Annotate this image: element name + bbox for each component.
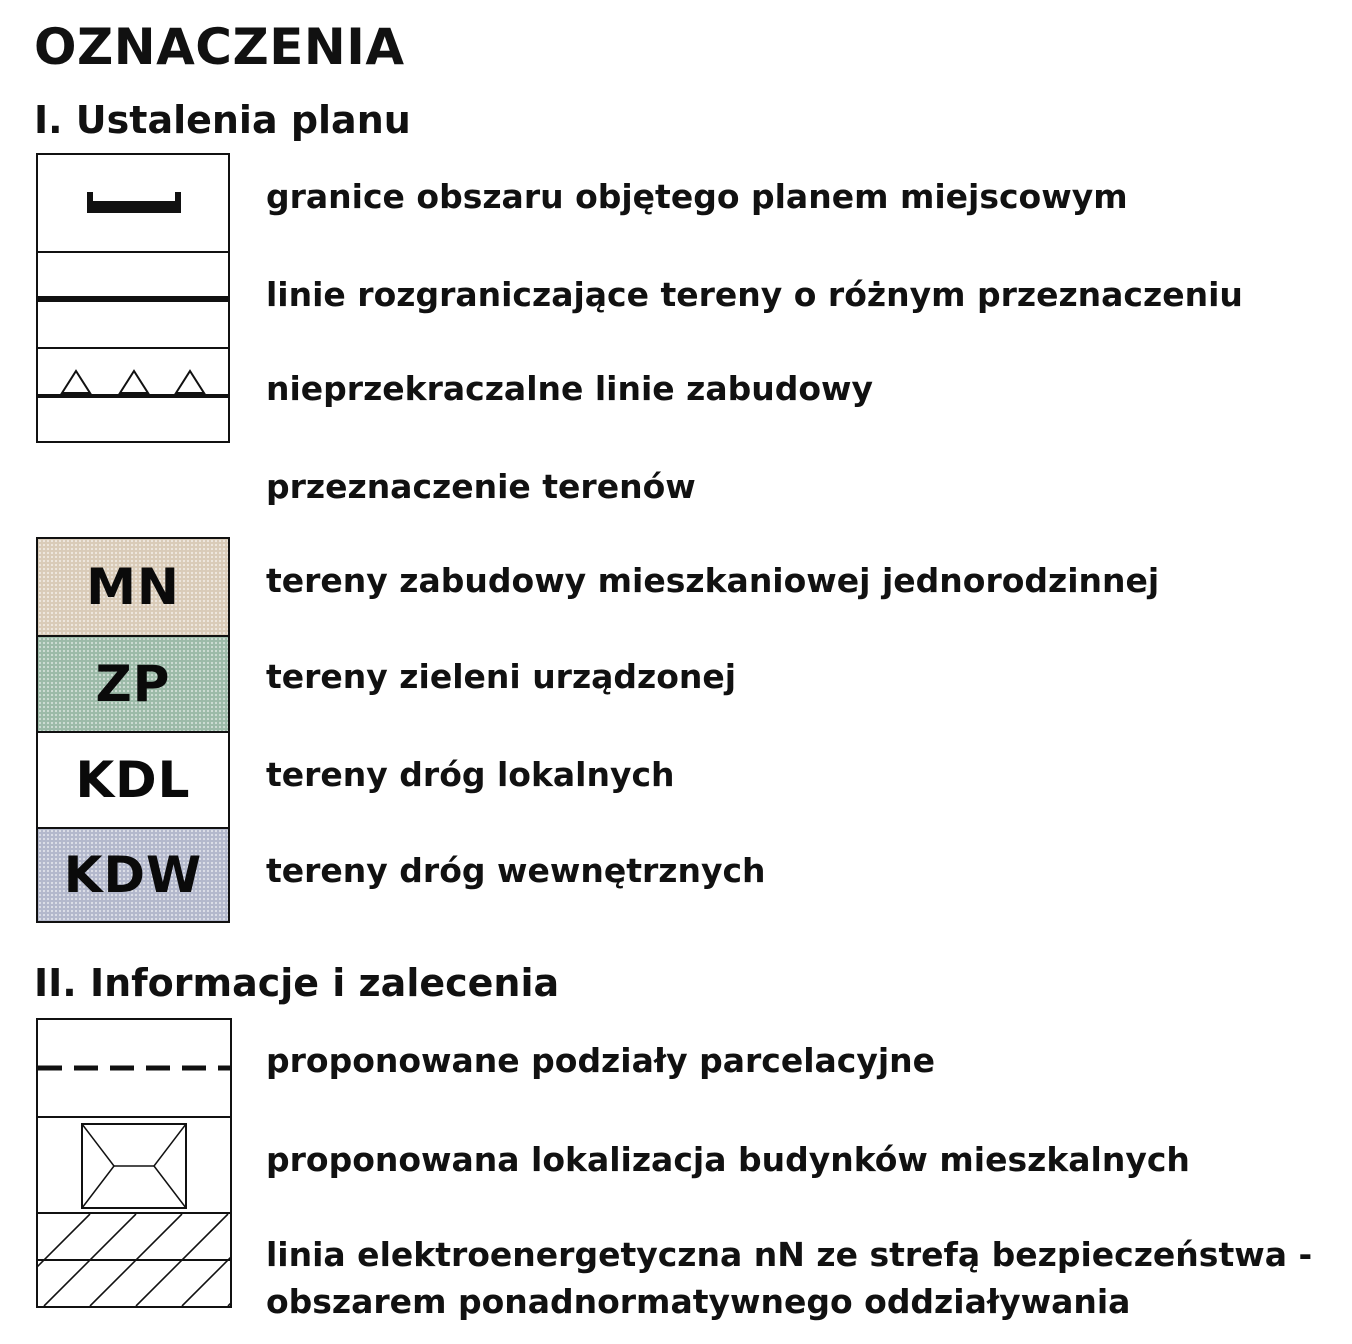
legend-label-kdl: tereny dróg lokalnych [266,755,675,794]
legend-label-building-location: proponowana lokalizacja budynków mieszkalnych [266,1140,1190,1179]
hatched-zone-icon [38,1214,230,1306]
plan-boundary-cell [38,155,228,251]
legend-label-zp: tereny zieleni urządzonej [266,657,737,696]
land-use-symbol-box [36,537,230,923]
dividing-line-icon [38,253,228,347]
section-heading-info: II. Informacje i zalecenia [34,961,560,1005]
land-use-heading: przeznaczenie terenów [266,467,696,506]
land-use-code-kdl: KDL [75,751,191,809]
legend-label-power-line-1: linia elektroenergetyczna nN ze strefą bezpieczeństwa - [266,1235,1313,1274]
legend-label-kdw: tereny dróg wewnętrznych [266,851,766,890]
land-use-swatch-mn [38,539,228,635]
building-footprint-icon [38,1118,230,1212]
legend-title: OZNACZENIA [34,18,405,76]
land-use-code-mn: MN [86,558,180,616]
land-use-code-zp: ZP [95,655,171,713]
hatched-zone-cell [38,1212,230,1306]
plan-boundary-icon [38,155,228,251]
building-footprint-cell [38,1116,230,1212]
info-symbol-box [36,1018,232,1308]
plan-lines-symbol-box [36,153,230,443]
section-heading-plan: I. Ustalenia planu [34,98,411,142]
building-line-triangles-icon [38,349,228,397]
building-line-cell [38,347,228,441]
land-use-swatch-kdw [38,827,228,921]
dashed-line-cell [38,1020,230,1116]
land-use-swatch-zp [38,635,228,731]
dashed-line-icon [38,1020,230,1116]
legend-label-dividing-lines: linie rozgraniczające tereny o różnym przeznaczeniu [266,275,1243,314]
legend-label-parcel-divisions: proponowane podziały parcelacyjne [266,1041,936,1080]
building-line-divider [38,396,228,443]
legend-label-plan-boundary: granice obszaru objętego planem miejscowym [266,177,1128,216]
dividing-line-cell [38,251,228,347]
land-use-swatch-kdl [38,731,228,827]
land-use-code-kdw: KDW [63,846,203,904]
legend-label-building-lines: nieprzekraczalne linie zabudowy [266,369,874,408]
legend-label-power-line-2: obszarem ponadnormatywnego oddziaływania [266,1282,1131,1321]
legend-label-mn: tereny zabudowy mieszkaniowej jednorodzinnej [266,561,1160,600]
